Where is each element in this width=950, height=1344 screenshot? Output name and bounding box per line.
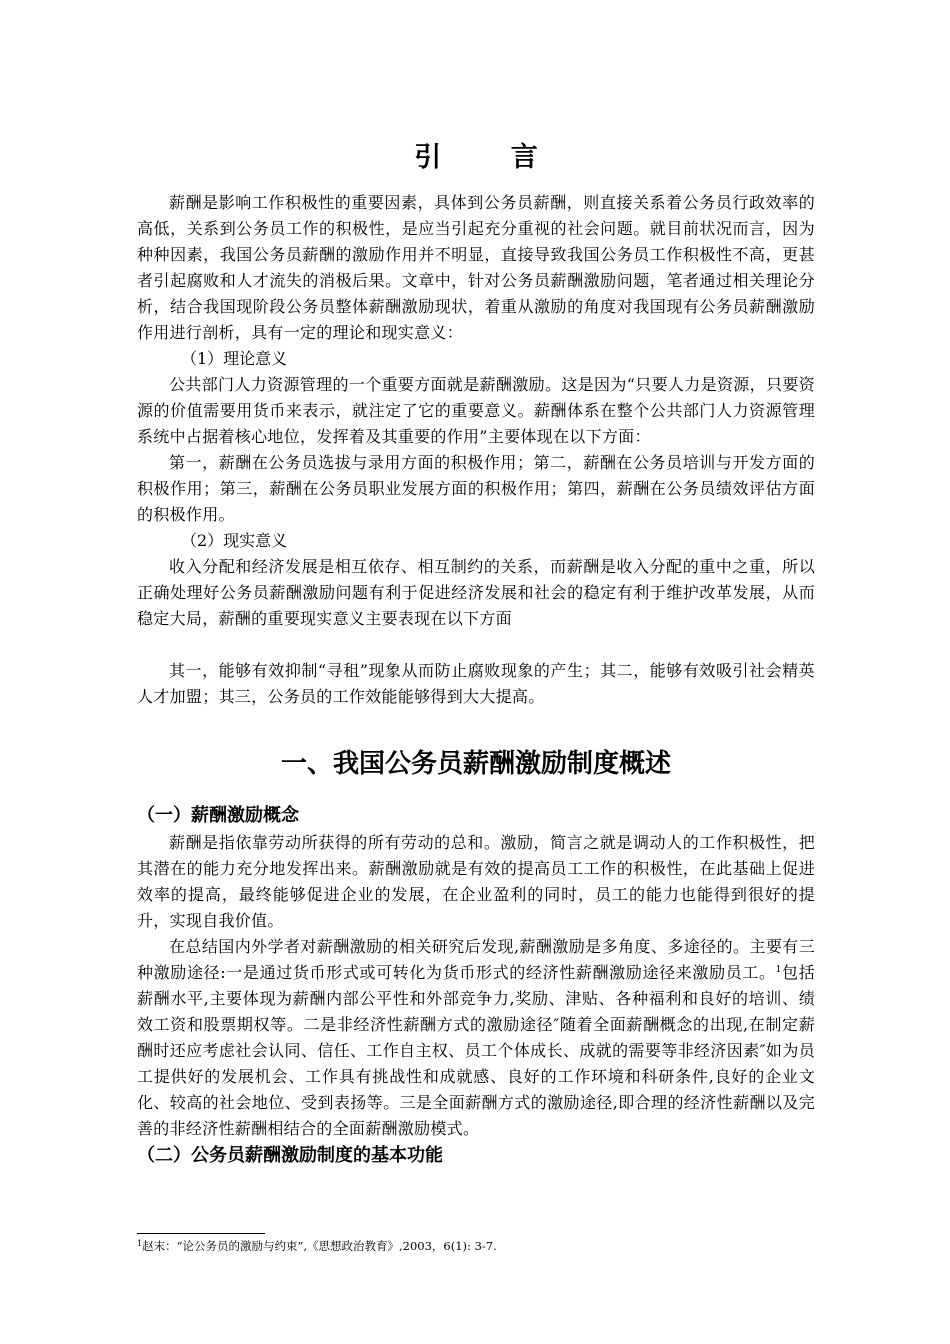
- paragraph-gap: [137, 632, 815, 658]
- reality-heading: （2）现实意义: [181, 531, 288, 550]
- footnote: [137, 1238, 815, 1254]
- footnote-divider: [137, 1233, 265, 1234]
- footnote-mark: 1: [137, 1239, 143, 1248]
- section-2-title: （二）公务员薪酬激励制度的基本功能: [137, 1145, 443, 1166]
- reality-paragraph-2: 其一，能够有效抑制“寻租”现象从而防止腐败现象的产生；其二，能够有效吸引社会精英人才加盟；其三，公务员的工作效能能够得到大大提高。: [137, 661, 815, 706]
- paragraph-part-a: 在总结国内外学者对薪酬激励的相关研究后发现,薪酬激励是多角度、多途径的。主要有三种激励途径:一是通过货币形式或可转化为货币形式的经济性薪酬激励途径来激励员工。: [137, 937, 815, 982]
- theory-paragraph-2: 第一，薪酬在公务员选拔与录用方面的积极作用；第二，薪酬在公务员培训与开发方面的积极作用；第三，薪酬在公务员职业发展方面的积极作用；第四，薪酬在公务员绩效评估方面的积极作用。: [137, 453, 815, 524]
- theory-paragraph-1: 公共部门人力资源管理的一个重要方面就是薪酬激励。这是因为“只要人力是资源，只要资源的价值需要用货币来表示，就注定了它的重要意义。薪酬体系在整个公共部门人力资源管理系统中占据着核心地位，发挥着及其重要的作用”主要体现在以下方面：: [137, 375, 815, 446]
- chapter-title: 一、我国公务员薪酬激励制度概述: [280, 749, 671, 779]
- page-content: [137, 138, 815, 1170]
- section-1-paragraph-1: 薪酬是指依靠劳动所获得的所有劳动的总和。激励，简言之就是调动人的工作积极性，把其潜在的能力充分地发挥出来。薪酬激励就是有效的提高员工工作的积极性，在此基础上促进效率的提高，最终能够促进企业的发展，在企业盈利的同时，员工的能力也能得到很好的提升，实现自我价值。: [137, 833, 815, 930]
- section-1-title: （一）薪酬激励概念: [137, 805, 299, 826]
- footnote-text: 赵末：“论公务员的激励与约束”,《思想政治教育》,2003，6(1): 3-7.: [142, 1239, 497, 1253]
- intro-title: 引 言: [414, 142, 568, 173]
- theory-heading: （1）理论意义: [181, 349, 288, 368]
- intro-paragraph: 薪酬是影响工作积极性的重要因素，具体到公务员薪酬，则直接关系着公务员行政效率的高低，关系到公务员工作的积极性，是应当引起充分重视的社会问题。就目前状况而言，因为种种因素，我国公务员薪酬的激励作用并不明显，直接导致我国公务员工作积极性不高，更甚者引起腐败和人才流失的消极后果。文章中，针对公务员薪酬激励问题，笔者通过相关理论分析，结合我国现阶段公务员整体薪酬激励现状，着重从激励的角度对我国现有公务员薪酬激励作用进行剖析，具有一定的理论和现实意义：: [137, 193, 815, 342]
- section-1-paragraph-2: [137, 934, 815, 1142]
- paragraph-part-b: 包括薪酬水平,主要体现为薪酬内部公平性和外部竞争力,奖励、津贴、各种福利和良好的培训、绩效工资和股票期权等。二是非经济性薪酬方式的激励途径″随着全面薪酬概念的出现,在制定薪酬时还应考虑社会认同、信任、工作自主权、员工个体成长、成就的需要等非经济因素″如为员工提供好的发展机会、工作具有挑战性和成就感、良好的工作环境和科研条件,良好的企业文化、较高的社会地位、受到表扬等。三是全面薪酬方式的激励途径,即合理的经济性薪酬以及完善的非经济性薪酬相结合的全面薪酬激励模式。: [137, 963, 815, 1138]
- footnote-reference[interactable]: 1: [775, 965, 782, 975]
- reality-paragraph-1: 收入分配和经济发展是相互依存、相互制约的关系，而薪酬是收入分配的重中之重，所以正确处理好公务员薪酬激励问题有利于促进经济发展和社会的稳定有利于维护改革发展，从而稳定大局，薪酬的重要现实意义主要表现在以下方面: [137, 557, 815, 628]
